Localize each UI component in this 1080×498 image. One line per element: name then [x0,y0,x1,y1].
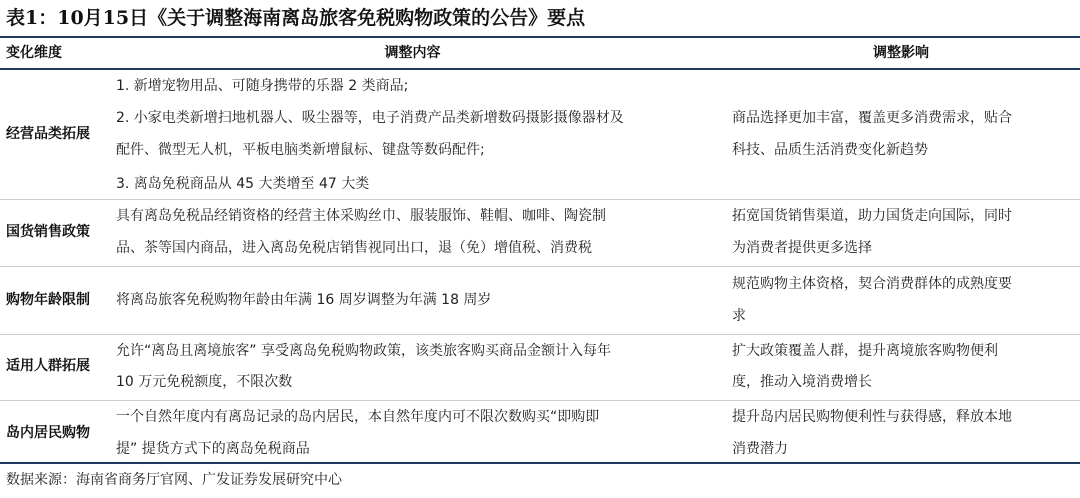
table-title: 表1：10月15日《关于调整海南离岛旅客免税购物政策的公告》要点 [6,7,586,29]
row-divider [0,400,1080,401]
row-impact-line: 商品选择更加丰富，覆盖更多消费需求，贴合 [732,110,1012,126]
row-impact-line: 规范购物主体资格，契合消费群体的成熟度要 [732,276,1012,292]
row-divider [0,334,1080,335]
row-content-line: 允许“离岛且离境旅客” 享受离岛免税购物政策，该类旅客购买商品金额计入每年 [116,343,611,359]
row-content-line: 提” 提货方式下的离岛免税商品 [116,441,310,457]
row-category: 适用人群拓展 [6,358,90,374]
row-impact-line: 度，推动入境消费增长 [732,374,872,390]
bottom-rule [0,462,1080,464]
row-content-line: 3. 离岛免税商品从 45 大类增至 47 大类 [116,176,370,192]
row-category: 购物年龄限制 [6,292,90,308]
row-impact-line: 科技、品质生活消费变化新趋势 [732,142,928,158]
row-divider [0,266,1080,267]
header-impact: 调整影响 [873,45,929,61]
row-content-line: 10 万元免税额度，不限次数 [116,374,293,390]
row-category: 国货销售政策 [6,224,90,240]
row-content-line: 一个自然年度内有离岛记录的岛内居民，本自然年度内可不限次数购买“即购即 [116,409,600,425]
row-divider [0,199,1080,200]
row-impact-line: 求 [732,308,746,324]
row-category: 经营品类拓展 [6,126,90,142]
row-content-line: 具有离岛免税品经销资格的经营主体采购丝巾、服装服饰、鞋帽、咖啡、陶瓷制 [116,208,606,224]
row-impact-line: 提升岛内居民购物便利性与获得感，释放本地 [732,409,1012,425]
row-impact-line: 扩大政策覆盖人群，提升离境旅客购物便利 [732,343,998,359]
header-dimension: 变化维度 [6,45,62,61]
row-content-line: 1. 新增宠物用品、可随身携带的乐器 2 类商品; [116,78,409,94]
row-impact-line: 为消费者提供更多选择 [732,240,872,256]
row-content-line: 2. 小家电类新增扫地机器人、吸尘器等，电子消费产品类新增数码摄影摄像器材及 [116,110,624,126]
row-content-line: 品、茶等国内商品，进入离岛免税店销售视同出口，退（免）增值税、消费税 [116,240,592,256]
header-content: 调整内容 [384,45,441,61]
row-impact-line: 拓宽国货销售渠道，助力国货走向国际，同时 [732,208,1012,224]
data-source: 数据来源：海南省商务厅官网、广发证券发展研究中心 [6,472,342,488]
row-content-line: 将离岛旅客免税购物年龄由年满 16 周岁调整为年满 18 周岁 [116,292,492,308]
row-category: 岛内居民购物 [6,425,90,441]
row-content-line: 配件、微型无人机，平板电脑类新增鼠标、键盘等数码配件; [116,142,485,158]
row-impact-line: 消费潜力 [732,441,788,457]
header-rule [0,68,1080,70]
